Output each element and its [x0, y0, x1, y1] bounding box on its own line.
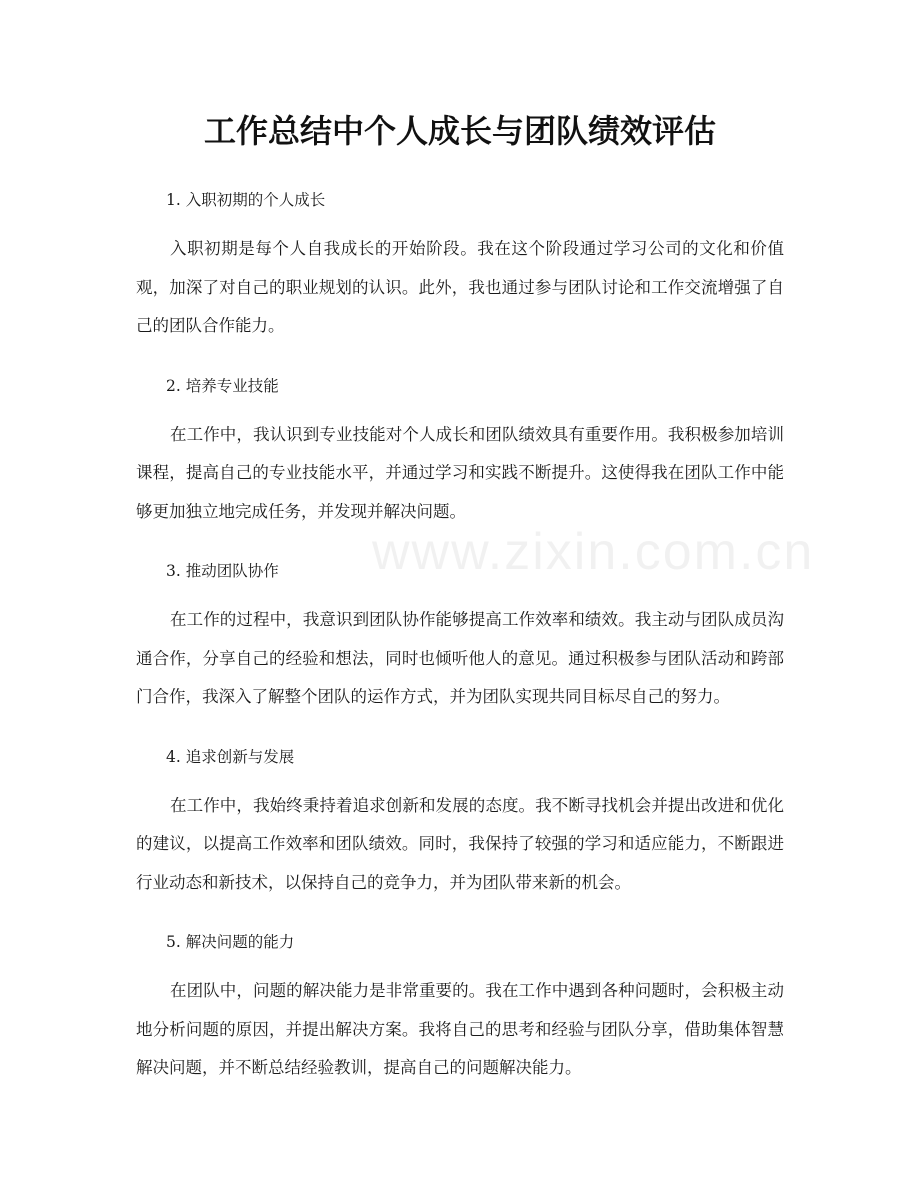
section-paragraph: 入职初期是每个人自我成长的开始阶段。我在这个阶段通过学习公司的文化和价值观，加深了对自己的职业规划的认识。此外，我也通过参与团队讨论和工作交流增强了自己的团队合作能力。 [136, 239, 784, 335]
section-4 [136, 743, 784, 903]
section-heading: 1. 入职初期的个人成长 [166, 191, 326, 209]
section-2 [136, 372, 784, 532]
watermark: www.zixin.com.cn [372, 523, 815, 581]
section-5 [136, 928, 784, 1088]
section-3 [136, 557, 784, 717]
section-1 [136, 186, 784, 346]
section-paragraph: 在工作的过程中，我意识到团队协作能够提高工作效率和绩效。我主动与团队成员沟通合作，分享自己的经验和想法，同时也倾听他人的意见。通过积极参与团队活动和跨部门合作，我深入了解整个团队的运作方式，并为团队实现共同目标尽自己的努力。 [136, 610, 784, 706]
section-heading: 3. 推动团队协作 [166, 562, 279, 580]
section-heading: 4. 追求创新与发展 [166, 747, 295, 766]
section-paragraph: 在工作中，我认识到专业技能对个人成长和团队绩效具有重要作用。我积极参加培训课程，提高自己的专业技能水平，并通过学习和实践不断提升。这使得我在团队工作中能够更加独立地完成任务，并发现并解决问题。 [136, 424, 784, 521]
section-heading: 2. 培养专业技能 [166, 376, 279, 395]
page-title: 工作总结中个人成长与团队绩效评估 [203, 112, 716, 150]
document-body [136, 186, 784, 1088]
section-heading: 5. 解决问题的能力 [166, 933, 295, 951]
section-paragraph: 在团队中，问题的解决能力是非常重要的。我在工作中遇到各种问题时，会积极主动地分析问题的原因，并提出解决方案。我将自己的思考和经验与团队分享，借助集体智慧解决问题，并不断总结经验教训，提高自己的问题解决能力。 [136, 981, 784, 1077]
section-paragraph: 在工作中，我始终秉持着追求创新和发展的态度。我不断寻找机会并提出改进和优化的建议，以提高工作效率和团队绩效。同时，我保持了较强的学习和适应能力，不断跟进行业动态和新技术，以保持自己的竞争力，并为团队带来新的机会。 [136, 795, 784, 892]
